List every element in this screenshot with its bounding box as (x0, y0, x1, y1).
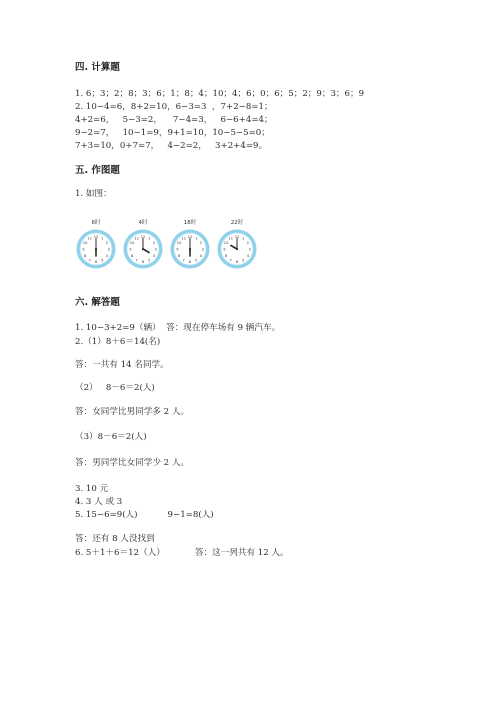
answer-line: 2.（1）8＋6＝14(名) (75, 337, 161, 347)
clock-numeral: 2 (246, 241, 250, 246)
clock-numeral: 3 (154, 247, 157, 252)
clock-numeral: 11 (87, 236, 92, 241)
answer-line: 答：女同学比男同学多 2 人。 (75, 407, 190, 417)
answer-line: 答：一共有 14 名同学。 (75, 360, 169, 370)
clock-numeral: 7 (135, 258, 138, 263)
clock-numeral: 3 (107, 247, 110, 252)
clock-numeral: 9 (223, 247, 226, 252)
answer-line: 3. 10 元 (75, 484, 109, 494)
clock-numeral: 10 (176, 241, 182, 246)
answer-line: 7+3=10，0+7=7， 4−2=2， 3+2+4=9。 (75, 141, 268, 151)
clock-numeral: 1 (242, 236, 245, 241)
clock-center (142, 248, 144, 250)
clock-numeral: 4 (152, 253, 156, 258)
clock-label: 22时 (230, 220, 244, 226)
clock-numeral: 2 (105, 241, 109, 246)
clock-numeral: 11 (228, 236, 233, 241)
clock-label: 6时 (91, 220, 101, 226)
clock-numeral: 1 (101, 236, 104, 241)
clock-numeral: 10 (129, 241, 135, 246)
clock-row (75, 219, 275, 273)
answer-line: 4+2=6， 5−3=2， 7−4=3， 6−6+4=4； (75, 115, 273, 125)
clock-numeral: 8 (224, 253, 228, 258)
section4-heading: 四. 计算题 (75, 62, 120, 73)
clock-numeral: 12 (93, 234, 99, 239)
clock-numeral: 11 (134, 236, 139, 241)
clock-numeral: 10 (223, 241, 229, 246)
clock-numeral: 4 (199, 253, 203, 258)
clock-face-icon (122, 228, 164, 270)
answer-line: 答：还有 8 人没找到 (75, 534, 155, 544)
clock-numeral: 5 (195, 258, 198, 263)
answer-line: 6. 5＋1＋6＝12（人） 答：这一列共有 12 人。 (75, 548, 289, 558)
clock-face-icon (75, 228, 117, 270)
clock-numeral: 2 (152, 241, 156, 246)
answer-line: （3）8－6＝2(人) (75, 432, 147, 442)
section6-heading: 六. 解答题 (75, 297, 120, 308)
section5-intro: 1. 如图： (75, 189, 112, 199)
clock-numeral: 8 (177, 253, 181, 258)
clock-face-icon (216, 228, 258, 270)
clock-numeral: 6 (188, 260, 192, 265)
answer-line: 1. 6；3；2；8；3；6；1；8；4；10；4；6；0；6；5；2；9；3；6；9 (75, 89, 365, 99)
clock-4 (122, 219, 164, 273)
clock-label: 18时 (183, 220, 197, 226)
clock-numeral: 5 (242, 258, 245, 263)
clock-numeral: 1 (195, 236, 198, 241)
clock-numeral: 6 (94, 260, 98, 265)
clock-6 (75, 219, 117, 273)
clock-numeral: 11 (181, 236, 186, 241)
clock-face-icon (169, 228, 211, 270)
clock-numeral: 9 (82, 247, 85, 252)
clock-numeral: 12 (187, 234, 193, 239)
clock-numeral: 5 (148, 258, 151, 263)
section5-heading: 五. 作图题 (75, 165, 120, 176)
clock-22 (216, 219, 258, 273)
clock-numeral: 2 (199, 241, 203, 246)
clock-18 (169, 219, 211, 273)
answer-line: 9−2=7， 10−1=9，9+1=10，10−5−5=0； (75, 128, 270, 138)
answer-line: 2. 10−4=6，8+2=10，6−3=3 ，7+2−8=1； (75, 102, 273, 112)
clock-numeral: 9 (176, 247, 179, 252)
clock-numeral: 8 (130, 253, 134, 258)
clock-numeral: 7 (182, 258, 185, 263)
answer-line: （2） 8－6＝2(人) (75, 383, 155, 393)
clock-numeral: 3 (201, 247, 204, 252)
clock-numeral: 6 (235, 260, 239, 265)
clock-numeral: 1 (148, 236, 151, 241)
answer-line: 1. 10−3+2=9（辆） 答：现在停车场有 9 辆汽车。 (75, 323, 281, 333)
clock-numeral: 12 (140, 234, 146, 239)
clock-numeral: 10 (82, 241, 88, 246)
clock-numeral: 12 (234, 234, 240, 239)
answer-line: 答：男同学比女同学少 2 人。 (75, 458, 190, 468)
clock-numeral: 7 (229, 258, 232, 263)
clock-center (189, 248, 191, 250)
answer-line: 4. 3 人 或 3 (75, 497, 123, 507)
clock-numeral: 4 (246, 253, 250, 258)
clock-numeral: 6 (141, 260, 145, 265)
clock-numeral: 5 (101, 258, 104, 263)
clock-numeral: 8 (83, 253, 87, 258)
clock-center (236, 248, 238, 250)
clock-numeral: 7 (88, 258, 91, 263)
clock-numeral: 9 (129, 247, 132, 252)
clock-numeral: 4 (105, 253, 109, 258)
clock-center (95, 248, 97, 250)
clock-numeral: 3 (248, 247, 251, 252)
answer-line: 5. 15−6=9(人) 9−1=8(人) (75, 510, 214, 520)
clock-label: 4时 (138, 220, 148, 226)
